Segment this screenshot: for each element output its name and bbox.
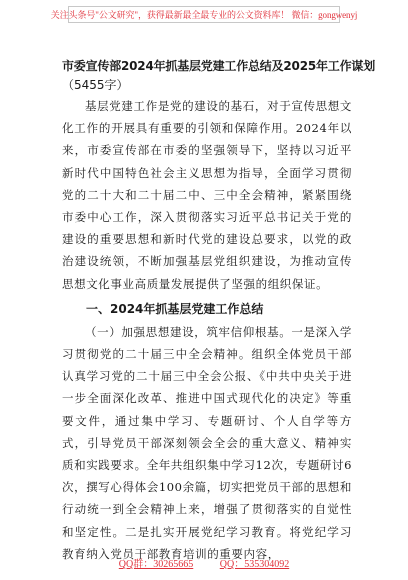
header-notice [50,6,358,23]
header-notice-text: 关注头条号"公文研究"，获得最新最全最专业的公文资料库！ 微信：gongwenyj [50,10,358,20]
footer-qq-group[interactable]: QQ群：30265665 [118,559,194,570]
footer-qq[interactable]: QQ：535304092 [219,559,290,570]
intro-paragraph: 基层党建工作是党的建设的基石，对于宣传思想文化工作的开展具有重要的引领和保障作用。2024年以来，市委宣传部在市委的坚强领导下，坚持以习近平新时代中国特色社会主义思想为指导，全面学习贯彻党的二十大和二十届二中、三中全会精神，紧紧围绕市委中心工作，深入贯彻落实习近平总书记关于党的建设的重要思想和新时代党的建设总要求，以党的政治建设统领，不断加强基层党组织建设，为推动宣传思想文化事业高质量发展提供了坚强的组织保证。 [62,99,352,291]
word-count: （5455字） [62,78,129,92]
section-heading: 一、2024年抓基层党建工作总结 [86,301,264,316]
footer-contacts [0,555,408,570]
section-paragraph: （一）加强思想建设，筑牢信仰根基。一是深入学习贯彻党的二十届三中全会精神。组织全体党员干部认真学习党的二十届三中全会公报、《中共中央关于进一步全面深化改革、推进中国式现代化的决定》等重要文件，通过集中学习、专题研讨、个人自学等方式，引导党员干部深刻领会全会的重大意义、精神实质和实践要求。全年共组织集中学习12次，专题研讨6次，撰写心得体会100余篇，切实把党员干部的思想和行动统一到全会精神上来，增强了贯彻落实的自觉性和坚定性。二是扎实开展党纪学习教育。将党纪学习教育纳入党员干部教育培训的重要内容， [62,324,352,561]
document-title: 市委宣传部2024年抓基层党建工作总结及2025年工作谋划 [62,59,375,73]
document-body [62,57,375,565]
